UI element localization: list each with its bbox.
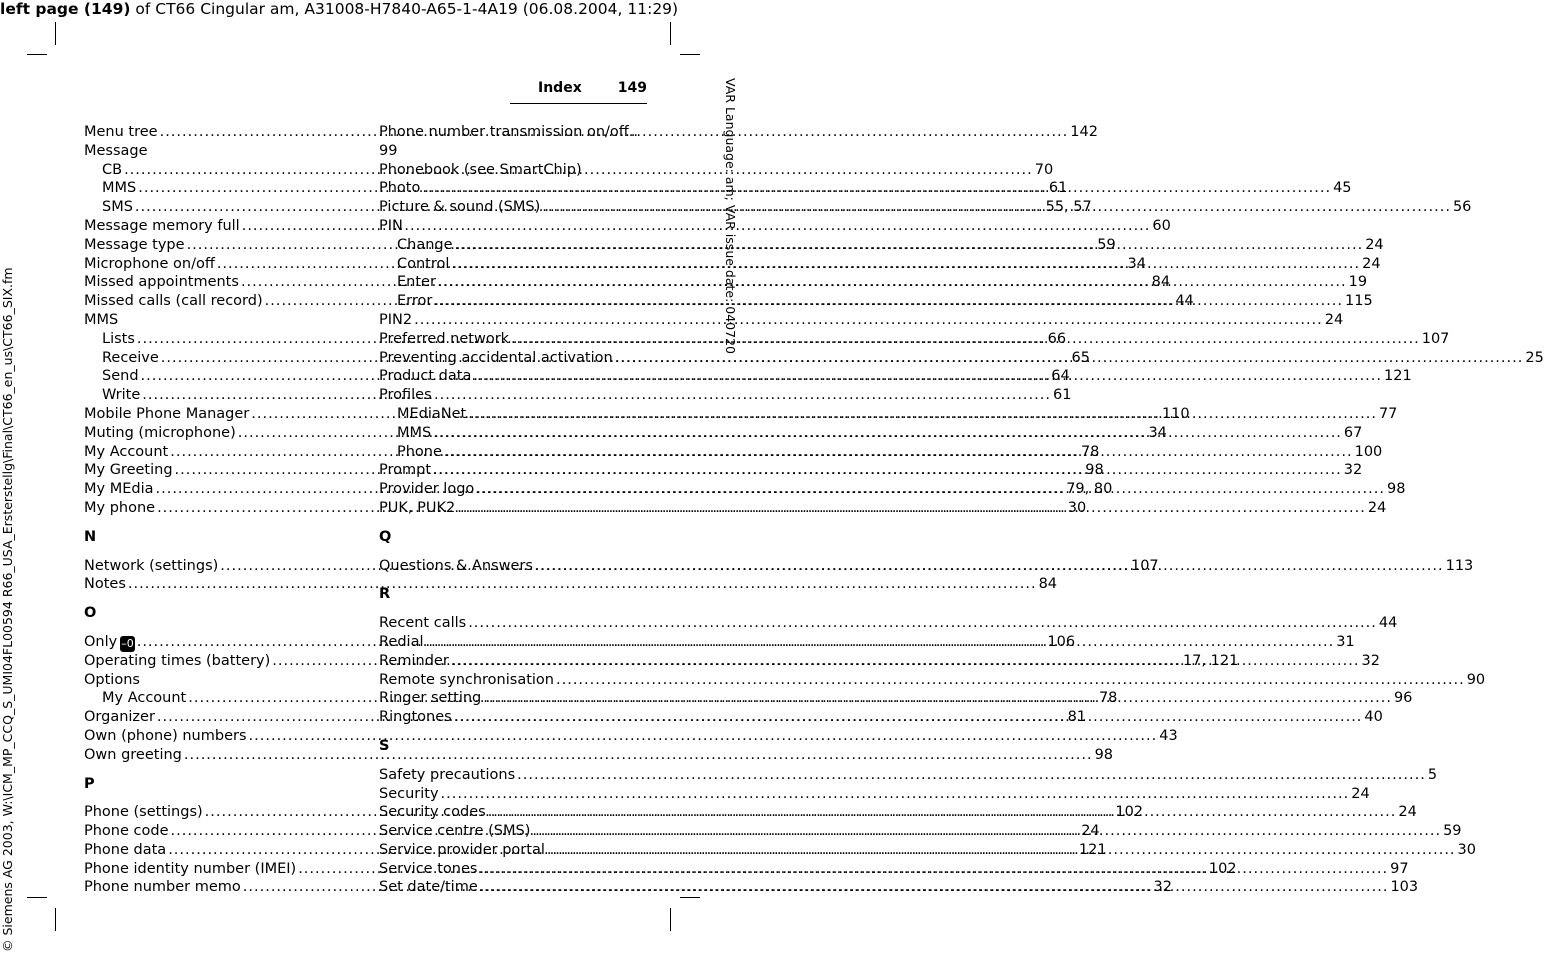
index-entry <box>379 766 1438 785</box>
entry-pages: 121 <box>1078 841 1107 858</box>
entry-term: Missed appointments <box>84 274 239 291</box>
entry-pages: 32 <box>1361 652 1380 669</box>
entry-term: Preferred network <box>379 330 510 347</box>
index-entry: Phone number transmission on/off.. 99 <box>379 124 638 159</box>
entry-term: Ringtones <box>379 709 452 726</box>
leader-dots <box>535 557 1444 576</box>
entry-term: MMS <box>397 424 432 441</box>
entry-term: Change <box>397 236 453 253</box>
entry-pages: 121 <box>1384 368 1412 385</box>
entry-term: Error <box>397 293 433 310</box>
entry-term: Only <box>84 633 118 650</box>
entry-term: My MEdia <box>84 481 154 498</box>
entry-term: MEdiaNet <box>397 405 467 422</box>
leader-dots <box>468 405 1377 424</box>
entry-pages: 40 <box>1364 709 1383 726</box>
entry-pages: 107 <box>1130 557 1159 574</box>
entry-pages: 24 <box>1351 785 1370 802</box>
index-entry-heading: MMS <box>84 311 119 328</box>
entry-pages: 59 <box>1097 236 1116 253</box>
leader-dots <box>479 860 1388 879</box>
index-entry-heading: Options <box>84 671 140 688</box>
index-letter-heading: O <box>84 605 97 622</box>
entry-pages: 107 <box>1421 330 1450 347</box>
leader-dots <box>444 443 1353 462</box>
entry-pages: 59 <box>1443 823 1462 840</box>
entry-pages: 79, 80 <box>1066 481 1113 498</box>
entry-pages: 66 <box>1047 330 1067 347</box>
entry-pages: 97 <box>1390 860 1409 877</box>
entry-term: Lists <box>102 330 135 347</box>
index-letter-heading: P <box>84 775 95 792</box>
index-entry-heading: Phonebook (see SmartChip) <box>379 161 582 178</box>
index-entry-heading: PIN <box>379 217 403 234</box>
entry-term: Message type <box>84 236 185 253</box>
entry-term: Set date/time <box>379 879 478 896</box>
index-letter-heading: S <box>379 737 390 754</box>
entry-pages: 31 <box>1336 633 1355 650</box>
entry-pages: 56 <box>1452 199 1472 216</box>
entry-pages: 55, 57 <box>1045 199 1092 216</box>
entry-pages: 102 <box>1208 860 1237 877</box>
entry-term: Questions & Answers <box>379 557 533 574</box>
entry-term: Service tones <box>379 860 478 877</box>
entry-term: Phone identity number (IMEI) <box>84 860 297 877</box>
entry-pages: 61 <box>1052 387 1072 404</box>
leader-dots <box>542 198 1451 217</box>
crop-mark <box>670 908 671 931</box>
leader-dots <box>426 633 1335 652</box>
entry-pages: 102 <box>1115 804 1144 821</box>
entry-pages: 84 <box>1151 274 1171 291</box>
entry-term: Picture & sound (SMS) <box>379 199 541 216</box>
crop-mark <box>55 22 56 45</box>
index-entry <box>379 671 1486 690</box>
entry-pages: 61 <box>1048 180 1068 197</box>
entry-term: My Greeting <box>84 462 173 479</box>
entry-term: Preventing accidental activation <box>379 349 613 366</box>
leader-dots <box>556 671 1465 690</box>
leader-dots <box>483 689 1392 708</box>
entry-term: Write <box>102 387 141 404</box>
index-entry <box>84 746 1114 765</box>
print-header-bold: left page (149) <box>0 0 131 18</box>
entry-term: Muting (microphone) <box>84 424 236 441</box>
entry-pages: 106 <box>1047 633 1076 650</box>
index-entry-heading: Profiles <box>379 387 432 404</box>
entry-term: Service centre (SMS) <box>379 823 531 840</box>
index-entry-heading: Message <box>84 142 148 159</box>
entry-pages: 34 <box>1148 424 1167 441</box>
index-letter-heading: R <box>379 586 391 603</box>
leader-dots <box>455 236 1364 255</box>
leader-dots <box>615 349 1524 368</box>
entry-pages: 32 <box>1153 879 1172 896</box>
entry-pages: 25 <box>1525 349 1544 366</box>
entry-term: Notes <box>84 576 126 593</box>
entry-pages: 32 <box>1343 462 1363 479</box>
crop-mark <box>27 54 47 55</box>
entry-term: Microphone on/off <box>84 255 215 272</box>
entry-term: Security <box>379 785 439 802</box>
entry-term: My phone <box>84 499 156 516</box>
entry-term: Phone code <box>84 823 169 840</box>
entry-term: Organizer <box>84 709 155 726</box>
entry-pages: 96 <box>1393 690 1413 707</box>
leader-dots <box>433 461 1342 480</box>
entry-term: Phone number memo <box>84 879 241 896</box>
entry-term: Control <box>397 255 450 272</box>
leader-dots <box>476 480 1385 499</box>
entry-pages: 81 <box>1067 709 1087 726</box>
leader-dots <box>532 822 1441 841</box>
leader-dots <box>422 179 1331 198</box>
entry-term: Missed calls (call record) <box>84 293 263 310</box>
entry-pages: 24 <box>1362 255 1381 272</box>
crop-mark <box>55 908 56 931</box>
leader-dots <box>433 424 1342 443</box>
index-letter-heading: N <box>84 528 97 545</box>
entry-pages: 64 <box>1051 368 1070 385</box>
index-entry <box>379 785 1370 804</box>
entry-pages: 78 <box>1098 690 1118 707</box>
entry-pages: 45 <box>1333 180 1352 197</box>
entry-term: Remote synchronisation <box>379 671 554 688</box>
entry-term: Reminder <box>379 652 449 669</box>
entry-pages: 103 <box>1390 879 1419 896</box>
header-rule <box>510 103 647 104</box>
leader-dots <box>434 292 1343 311</box>
leader-dots <box>441 785 1350 804</box>
entry-pages: 30 <box>1457 841 1476 858</box>
leader-dots <box>517 766 1426 785</box>
entry-pages: 113 <box>1445 557 1474 574</box>
side-var-info: VAR Language: am; VAR issue date: 040720 <box>723 78 738 354</box>
entry-pages: 67 <box>1343 424 1363 441</box>
entry-term: My Account <box>84 443 169 460</box>
entry-pages: 5 <box>1427 766 1438 783</box>
leader-dots <box>547 841 1456 860</box>
print-header-rest: of CT66 Cingular am, A31008-H7840-A65-1-4A19 (06.08.2004, 11:29) <box>130 0 679 18</box>
entry-term: Operating times (battery) <box>84 652 271 669</box>
entry-term: SMS <box>102 199 133 216</box>
entry-pages: 90 <box>1466 671 1486 688</box>
entry-term: Redial <box>379 633 424 650</box>
entry-pages: 60 <box>1152 217 1171 234</box>
entry-pages: 115 <box>1345 293 1373 310</box>
crop-mark <box>27 897 47 898</box>
entry-term: Send <box>102 368 139 385</box>
leader-dots <box>480 878 1389 897</box>
entry-pages: 24 <box>1324 311 1344 328</box>
entry-pages: 24 <box>1365 236 1384 253</box>
entry-pages: 70 <box>1034 161 1054 178</box>
entry-term: Service provider portal <box>379 841 545 858</box>
leader-dots <box>414 311 1323 330</box>
entry-pages: 65 <box>1071 349 1090 366</box>
crop-mark <box>670 22 671 45</box>
entry-pages: 43 <box>1159 727 1178 744</box>
running-head <box>510 80 647 100</box>
leader-dots <box>438 273 1347 292</box>
entry-term: Ringer setting <box>379 690 482 707</box>
entry-term: Phone (settings) <box>84 804 203 821</box>
entry-term: Enter <box>397 274 436 291</box>
entry-pages: 142 <box>1070 124 1098 140</box>
entry-term: Own (phone) numbers <box>84 727 247 744</box>
entry-term: Recent calls <box>379 615 467 632</box>
entry-term: Phone data <box>84 841 167 858</box>
leader-dots <box>451 255 1360 274</box>
entry-pages: 77 <box>1378 405 1398 422</box>
print-header <box>0 0 725 18</box>
entry-pages: 100 <box>1354 443 1383 460</box>
leader-dots <box>457 499 1366 518</box>
entry-pages: 17, 121 <box>1182 652 1239 669</box>
entry-term: Product data <box>379 368 472 385</box>
entry-term: Safety precautions <box>379 766 516 783</box>
page-number: 149 <box>617 80 647 96</box>
index-letter-heading: Q <box>379 528 392 545</box>
entry-pages: 24 <box>1081 823 1100 840</box>
entry-term: PIN2 <box>379 311 413 328</box>
entry-term: My Account <box>102 690 187 707</box>
running-head-title: Index <box>538 80 582 96</box>
leader-dots <box>473 367 1382 386</box>
entry-term: PUK, PUK2 <box>379 499 456 516</box>
entry-term: Mobile Phone Manager <box>84 405 250 422</box>
index-entry <box>84 575 1058 594</box>
entry-pages: 44 <box>1175 293 1194 310</box>
entry-pages: 98 <box>1386 481 1406 498</box>
entry-pages: 98 <box>1085 462 1104 479</box>
leader-dots <box>511 330 1420 349</box>
entry-term: CB <box>102 161 123 178</box>
entry-term: MMS <box>102 180 137 197</box>
entry-pages: 34 <box>1127 255 1146 272</box>
index-entry <box>84 727 1178 746</box>
entry-pages: 98 <box>1094 746 1114 763</box>
entry-term: Message memory full <box>84 217 240 234</box>
entry-pages: 30 <box>1067 499 1087 516</box>
side-copyright: © Siemens AG 2003, W:\ICM_MP_CCQ_S_UMI04FL00594 R66_USA_Ersterstellg\Final\CT66_en_us\CT66_SIX.fm <box>0 267 15 952</box>
index-entry <box>379 311 1344 330</box>
entry-pages: 24 <box>1398 804 1417 821</box>
entry-term: Prompt <box>379 462 432 479</box>
crop-mark <box>680 54 700 55</box>
entry-term: Security codes <box>379 804 486 821</box>
entry-term: Provider logo <box>379 481 475 498</box>
entry-pages: 84 <box>1038 576 1058 593</box>
entry-term: Photo <box>379 180 421 197</box>
entry-term: Phone <box>397 443 442 460</box>
entry-pages: 24 <box>1367 499 1387 516</box>
entry-term: Own greeting <box>84 746 182 763</box>
entry-pages: 44 <box>1378 615 1398 632</box>
entry-pages: 110 <box>1161 405 1190 422</box>
leader-dots <box>488 803 1397 822</box>
entry-term: Receive <box>102 349 159 366</box>
leader-dots <box>468 614 1377 633</box>
entry-pages: 78 <box>1080 443 1100 460</box>
leader-dots <box>454 708 1363 727</box>
leader-dots <box>451 652 1360 671</box>
key-icon: –0 <box>121 636 134 650</box>
entry-term: Menu tree <box>84 124 158 140</box>
entry-pages: 19 <box>1348 274 1368 291</box>
index-entry <box>379 614 1398 633</box>
entry-term: Network (settings) <box>84 557 219 574</box>
